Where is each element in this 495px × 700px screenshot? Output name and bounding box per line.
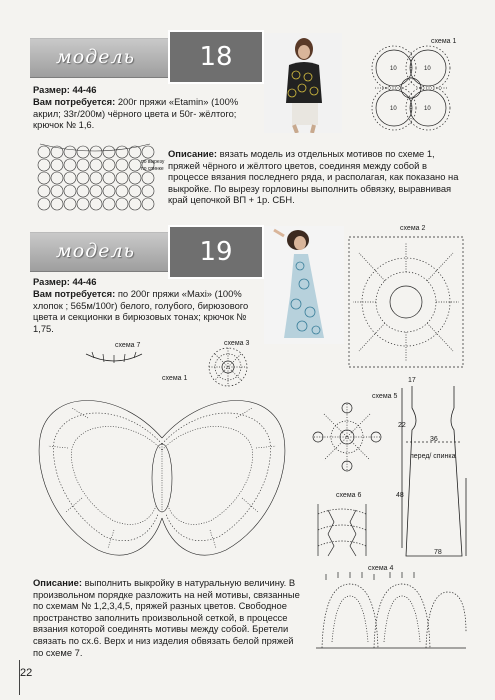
motif-circle (142, 198, 154, 210)
model19-pattern-36: 36 (430, 436, 438, 443)
motif-circle (90, 172, 102, 184)
model19-need-text: по 200г пряжи «Maxi» (100% хлопок ; 565м/100г) белого, голубого, бирюзового цвета и секционки в бирюзовых тонах; крючок № 1,75. (33, 288, 249, 334)
motif-circle (64, 185, 76, 197)
model19-scheme6-label: схема 6 (336, 492, 362, 499)
model19-size (33, 276, 273, 288)
model19-pattern-48: 48 (396, 492, 404, 499)
model18-diagram-label-neck: по вырезу (141, 159, 165, 165)
motif-circle (64, 172, 76, 184)
model19-scheme4-diagram (312, 572, 470, 654)
model19-pattern-17: 17 (408, 377, 416, 384)
motif-circle (77, 172, 89, 184)
model19-size-value: 44-46 (72, 276, 97, 287)
motif-circle (142, 172, 154, 184)
model18-scheme1-label: схема 1 (431, 38, 457, 45)
motif-circle (77, 159, 89, 171)
model18-layout-diagram (30, 136, 165, 216)
motif-circle (142, 185, 154, 197)
motif-circle (51, 159, 63, 171)
model19-description (33, 577, 305, 658)
model19-desc-label: Описание: (33, 577, 83, 588)
motif-circle (90, 198, 102, 210)
model19-materials (33, 288, 269, 334)
model18-number-box (168, 30, 264, 84)
model18-photo (264, 33, 342, 133)
model19-scheme7-label: схема 7 (115, 342, 141, 349)
motif-circle (51, 198, 63, 210)
motif-circle (90, 159, 102, 171)
motif-circle (129, 172, 141, 184)
model19-scheme2-diagram (345, 233, 467, 371)
model19-scheme1-label: схема 1 (162, 375, 188, 382)
motif-circle (116, 146, 128, 158)
motif-circle (38, 172, 50, 184)
svg-text:10: 10 (424, 66, 431, 72)
model19-scheme7-diagram (84, 350, 144, 372)
motif-circle (64, 159, 76, 171)
motif-circle (103, 146, 115, 158)
motif-circle (64, 146, 76, 158)
model18-desc-text: вязать модель из отдельных мотивов по схеме 1, пряжей чёрного и жёлтого цветов, соединяя между собой в процессе вязания последнего ряда, и располагая, как показано на выкройке. По вырезу горловины выполнить обвязку, выравнивая край цепочкой ВП + 1р. СБН. (168, 148, 459, 206)
model18-need-text: 200г пряжи «Etamin» (100% акрил; 33г/200м) чёрного цвета и 50г- жёлтого; крючок № 1,6. (33, 96, 239, 131)
motif-circle (77, 185, 89, 197)
motif-circle (51, 185, 63, 197)
model19-photo (264, 226, 344, 344)
motif-circle (116, 198, 128, 210)
model18-scheme1-diagram (352, 38, 470, 142)
motif-circle (129, 198, 141, 210)
model19-pattern-front-back: перед/ спинка (410, 453, 456, 460)
motif-circle (103, 172, 115, 184)
motif-circle (116, 185, 128, 197)
motif-circle (38, 198, 50, 210)
motif-circle (103, 198, 115, 210)
motif-circle (90, 185, 102, 197)
motif-circle (38, 159, 50, 171)
motif-circle (116, 172, 128, 184)
motif-circle (64, 198, 76, 210)
motif-circle (116, 159, 128, 171)
motif-circle (129, 185, 141, 197)
motif-circle (51, 172, 63, 184)
model19-size-label: Размер: (33, 276, 70, 287)
motif-circle (103, 185, 115, 197)
model19-scheme2-label: схема 2 (400, 225, 426, 232)
model19-desc-text: выполнить выкройку в натуральную величину. В произвольном порядке разложить на ней мотивы, связанные по схемам № 1,2,3,4,5, пряжей разных цветов. Свободное пространство заполнить произвольной сеткой, в процессе вязания которой соединять мотивы между собой. Бретели связать по сх.6. Верх и низ изделия обвязать белой пряжей по схеме 7. (33, 577, 300, 658)
svg-text:10: 10 (424, 106, 431, 112)
model18-size-value: 44-46 (72, 84, 97, 95)
model19-scheme5-diagram (310, 400, 384, 474)
model18-size (33, 84, 273, 96)
model19-scheme4-label: схема 4 (368, 565, 394, 572)
model18-diagram-label-back: по спинке (141, 166, 164, 172)
motif-circle (77, 198, 89, 210)
model19-title-word: модель (56, 240, 135, 262)
model18-desc-label: Описание: (168, 148, 218, 159)
motif-circle (90, 146, 102, 158)
model18-title-word: модель (56, 46, 135, 68)
model18-materials (33, 96, 267, 131)
motif-circle (38, 146, 50, 158)
page-number: 22 (20, 667, 33, 679)
model18-number: 18 (199, 42, 233, 72)
svg-text:10: 10 (390, 66, 397, 72)
model19-scheme1-diagram (28, 378, 296, 570)
motif-circle (38, 185, 50, 197)
model19-scheme3-label: схема 3 (224, 340, 250, 347)
motif-circle (129, 159, 141, 171)
model19-pattern-78: 78 (434, 549, 442, 556)
model19-number-box (168, 225, 264, 279)
model19-scheme5-label: схема 5 (372, 393, 398, 400)
model18-size-label: Размер: (33, 84, 70, 95)
model19-number: 19 (199, 237, 233, 267)
model18-need-label: Вам потребуется: (33, 96, 116, 107)
model19-dress-pattern (392, 378, 472, 560)
svg-text:10: 10 (390, 106, 397, 112)
model19-pattern-22: 22 (398, 422, 406, 429)
model19-need-label: Вам потребуется: (33, 288, 116, 299)
motif-circle (103, 159, 115, 171)
model18-description (168, 148, 463, 206)
motif-circle (142, 146, 154, 158)
motif-circle (77, 146, 89, 158)
model19-scheme6-diagram (312, 500, 372, 560)
